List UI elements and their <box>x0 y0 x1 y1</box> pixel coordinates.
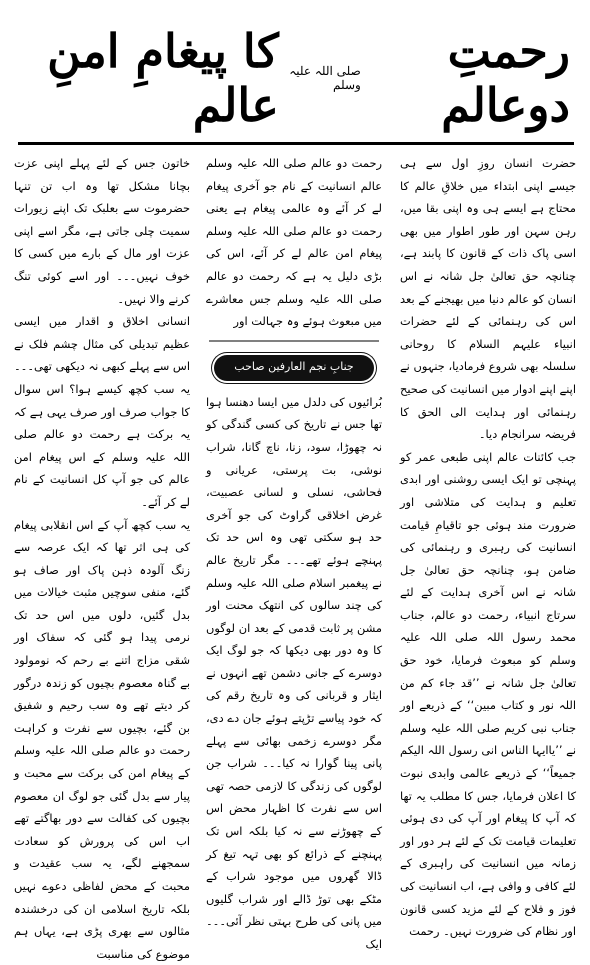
article-title <box>20 28 570 128</box>
column-middle <box>206 152 382 917</box>
title-part-2: کا پیغامِ امنِ عالم <box>20 24 279 132</box>
paragraph: رحمت دو عالم صلی اللہ علیہ وسلم عالم انسانیت کے نام جو آخری پیغام لے کر آئے وہ عالمی پیغام ہے یعنی رحمت دو عالم صلی اللہ علیہ وسلم پیغام امن عالم لے کر آئے، اس کی بڑی دلیل یہ ہے کہ رحمت دو عالم صلی اللہ علیہ وسلم جس معاشرے میں مبعوث ہوئے وہ جہالت اور <box>206 152 382 333</box>
title-divider <box>18 142 574 145</box>
title-part-1: رحمتِ دوعالم <box>363 24 570 132</box>
ornament-line-icon <box>209 337 379 345</box>
honorific-mark: صلی اللہ علیہ وسلم <box>281 64 361 92</box>
author-byline: جنابِ نجم العارفین صاحب <box>214 355 374 381</box>
paragraph: بُرائیوں کی دلدل میں ایسا دھنسا ہوا تھا جس نے تاریخ کی کسی گندگی کو نہ چھوڑا، سود، زنا، ناچ گانا، شراب نوشی، بت پرستی، عریانی و فحاشی، نسلی و لسانی عصبیت، غرض اخلاقی گراوٹ کی جو آخری حد ہو سکتی تھی وہ اس حد تک پہنچے ہوئے تھے۔۔۔ مگر تاریخ عالم نے پیغمبر اسلام صلی اللہ علیہ وسلم کی چند سالوں کی انتھک محنت اور مشن پر ثابت قدمی کے بعد ان لوگوں کا وہ دور بھی دیکھا کہ جو لوگ ایک دوسرے کے جانی دشمن تھے انہوں نے ایثار و قربانی کی وہ تاریخ رقم کی کہ خود پیاسے تڑپتے ہوئے جان دے دی، مگر دوسرے زخمی بھائی سے پہلے پانی پینا گوارا نہ کیا۔۔۔ شراب جن لوگوں کی زندگی کا لازمی حصہ تھی اس سے نفرت کا اظہار محض اس کے چھوڑنے سے نہ کیا بلکہ اس تک پہنچنے کے ذرائع کو بھی تہہ تیغ کر ڈالا گھروں میں موجود شراب کے مٹکے بھی توڑ ڈالے اور شراب گلیوں میں پانی کی طرح بہتی نظر آئی۔۔۔ ایک <box>206 391 382 956</box>
paragraph: یہ سب کچھ آپ کے اس انقلابی پیغام کی ہی اثر تھا کہ ایک عرصہ سے زنگ آلودہ ذہن پاک اور صاف ہو گئے، منفی سوچیں مثبت خیالات میں بدل گئیں، دلوں میں اس حد تک نرمی پیدا ہو گئی کہ سفاک اور شقی مزاج اتنے بے رحم کہ نومولود بے گناہ معصوم بچیوں کو زندہ درگور کر دیتے تھے وہ سب رحیم و شفیق بن گئے، بچیوں سے نفرت و کراہت رحمت دو عالم صلی اللہ علیہ وسلم کے پیغام امن کی برکت سے محبت و پیار سے بدل گئی جو لوگ ان معصوم بچیوں کی کفالت سے دور بھاگتے تھے اب اس کی پرورش کو سعادت سمجھنے لگے، یہ سب عقیدت و محبت کے محض لفاظی دعوے نہیں بلکہ تاریخ اسلامی ان کی درخشندہ مثالوں سے بھری پڑی ہے، یہاں ہم موضوع کی مناسبت <box>14 514 190 965</box>
paragraph: حضرت انسان روزِ اول سے ہی جیسے اپنی ابتداء میں خلاقِ عالم کا محتاج ہے ایسے ہی وہ اپنی بقا میں، رہن سہن اور طور اطوار میں بھی اسی پاک ذات کے قانون کا پابند ہے، چنانچہ حق تعالیٰ جل شانہ نے اس انسان کو عالم دنیا میں بھیجنے کے بعد اس کی رہنمائی کے لئے حضرات انبیاء علیہم السلام کا روحانی سلسلہ بھی شروع فرمادیا، جنہوں نے اپنے اپنے ادوار میں انسانیت کی صحیح رہنمائی اور ہدایت الی الحق کا فریضہ سرانجام دیا۔ <box>400 152 576 446</box>
paragraph: جب کائنات عالم اپنی طبعی عمر کو پہنچی تو ایک ایسی روشنی اور ابدی تعلیم و ہدایت کی متلاشی اور ضرورت مند ہوئی جو تاقیامِ قیامت انسانیت کی رہبری و رہنمائی کی ضامن ہو، چنانچہ حق تعالیٰ جل شانہ نے اس آخری ہدایت کے لئے سرتاج انبیاء، رحمت دو عالم، جناب محمد رسول اللہ صلی اللہ علیہ وسلم کو مبعوث فرمایا، خود حق تعالیٰ جل شانہ نے ’’قد جاء کم من اللہ نور و کتاب مبین‘‘ کے ذریعے اور جناب نبی کریم صلی اللہ علیہ وسلم نے ’’یاایہا الناس انی رسول اللہ الیکم جمیعاً‘‘ کے ذریعے عالمی وابدی نبوت کا اعلان فرمایا، جس کا مطلب یہ تھا کہ آپ کا پیغام اور آپ کی دی ہوئی تعلیمات قیامت تک کے لئے ہر دور اور زمانہ میں انسانیت کی راہبری کے لئے کافی و وافی ہے، اب انسانیت کی فوز و فلاح کے لئے مزید کسی قانون اور نظام کی ضرورت نہیں۔ رحمت <box>400 446 576 943</box>
column-right <box>400 152 576 917</box>
paragraph: خاتون جس کے لئے پہلے اپنی عزت بچانا مشکل تھا وہ اب تن تنہا حضرموت سے بعلبک تک اپنے زیورات سمیت چلی جاتی ہے، مگر اسے اپنی عزت اور مال کے بارے میں کسی کا خوف نہیں۔۔۔ اور اسے کوئی تنگ کرنے والا نہیں۔ <box>14 152 190 310</box>
byline-ornament <box>206 337 382 345</box>
paragraph: انسانی اخلاق و اقدار میں ایسی عظیم تبدیلی کی مثال چشم فلک نے اس سے پہلے کبھی نہ دیکھی تھی۔۔۔ یہ سب کچھ کیسے ہوا؟ اس سوال کا جواب صرف اور صرف یہی ہے کہ یہ برکت ہے رحمت دو عالم صلی اللہ علیہ وسلم کے اس پیغام امن عالم کی جو آپ کل انسانیت کے نام لے کر آئے۔ <box>14 310 190 513</box>
column-left <box>14 152 190 917</box>
